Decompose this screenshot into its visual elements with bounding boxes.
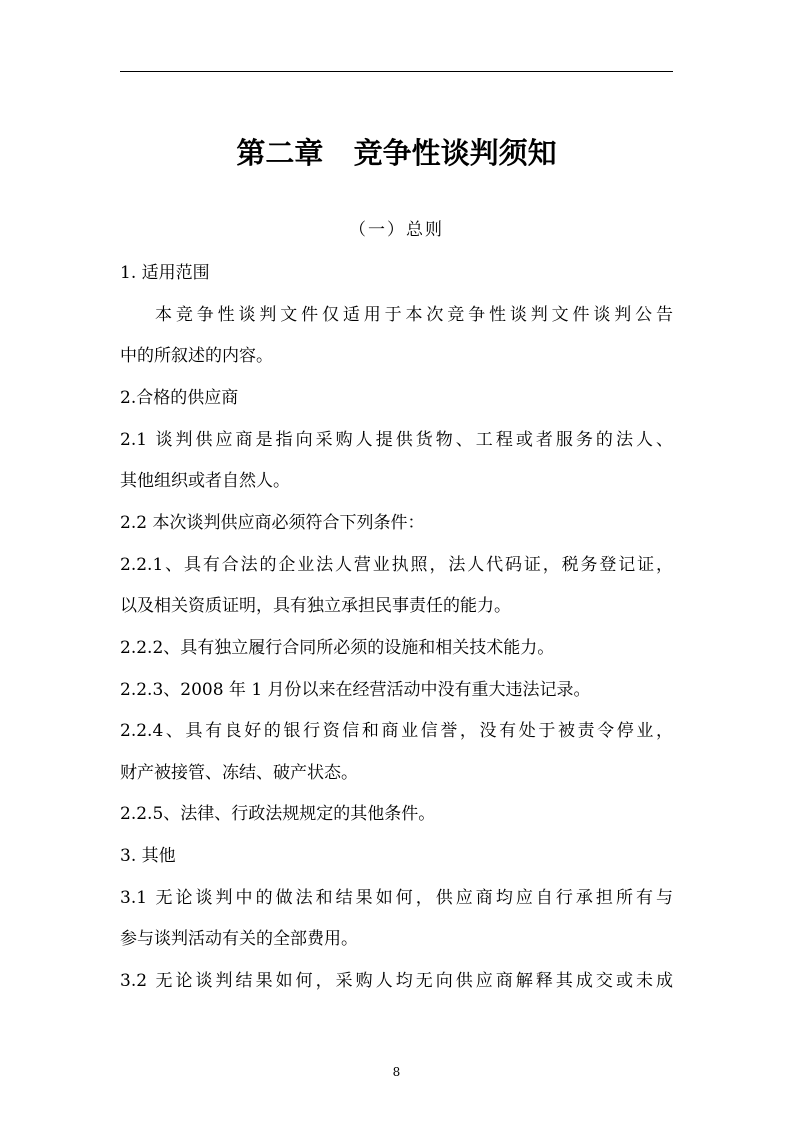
paragraph-line: 本竞争性谈判文件仅适用于本次竞争性谈判文件谈判公告: [155, 305, 673, 325]
paragraph-line: 中的所叙述的内容。: [120, 346, 273, 366]
paragraph-line: 2.2 本次谈判供应商必须符合下列条件：: [120, 513, 425, 533]
chapter-title: 第二章 竞争性谈判须知: [236, 136, 557, 170]
page-number: 8: [392, 1065, 401, 1079]
paragraph-line: 财产被接管、冻结、破产状态。: [120, 763, 358, 783]
paragraph-line: 2.1 谈判供应商是指向采购人提供货物、工程或者服务的法人、: [120, 430, 673, 450]
paragraph-line: 其他组织或者自然人。: [120, 471, 290, 491]
paragraph-line: 以及相关资质证明，具有独立承担民事责任的能力。: [120, 596, 511, 616]
paragraph-line: 2.2.1、具有合法的企业法人营业执照，法人代码证，税务登记证，: [120, 555, 673, 575]
heading-scope: 1. 适用范围: [120, 263, 210, 283]
paragraph-line: 2.2.3、2008 年 1 月份以来在经营活动中没有重大违法记录。: [120, 680, 591, 700]
paragraph-line: 2.2.2、具有独立履行合同所必须的设施和相关技术能力。: [120, 638, 555, 658]
paragraph-line: 2.2.4、具有良好的银行资信和商业信誉，没有处于被责令停业，: [120, 721, 673, 741]
header-rule: [120, 71, 673, 72]
heading-other: 3. 其他: [120, 846, 176, 866]
paragraph-line: 3.2 无论谈判结果如何，采购人均无向供应商解释其成交或未成: [120, 971, 673, 991]
paragraph-line: 2.2.5、法律、行政法规规定的其他条件。: [120, 804, 436, 824]
heading-qualified-supplier: 2.合格的供应商: [120, 388, 239, 408]
paragraph-line: 3.1 无论谈判中的做法和结果如何，供应商均应自行承担所有与: [120, 888, 673, 908]
paragraph-line: 参与谈判活动有关的全部费用。: [120, 929, 358, 949]
section-title: （一）总则: [349, 220, 444, 240]
